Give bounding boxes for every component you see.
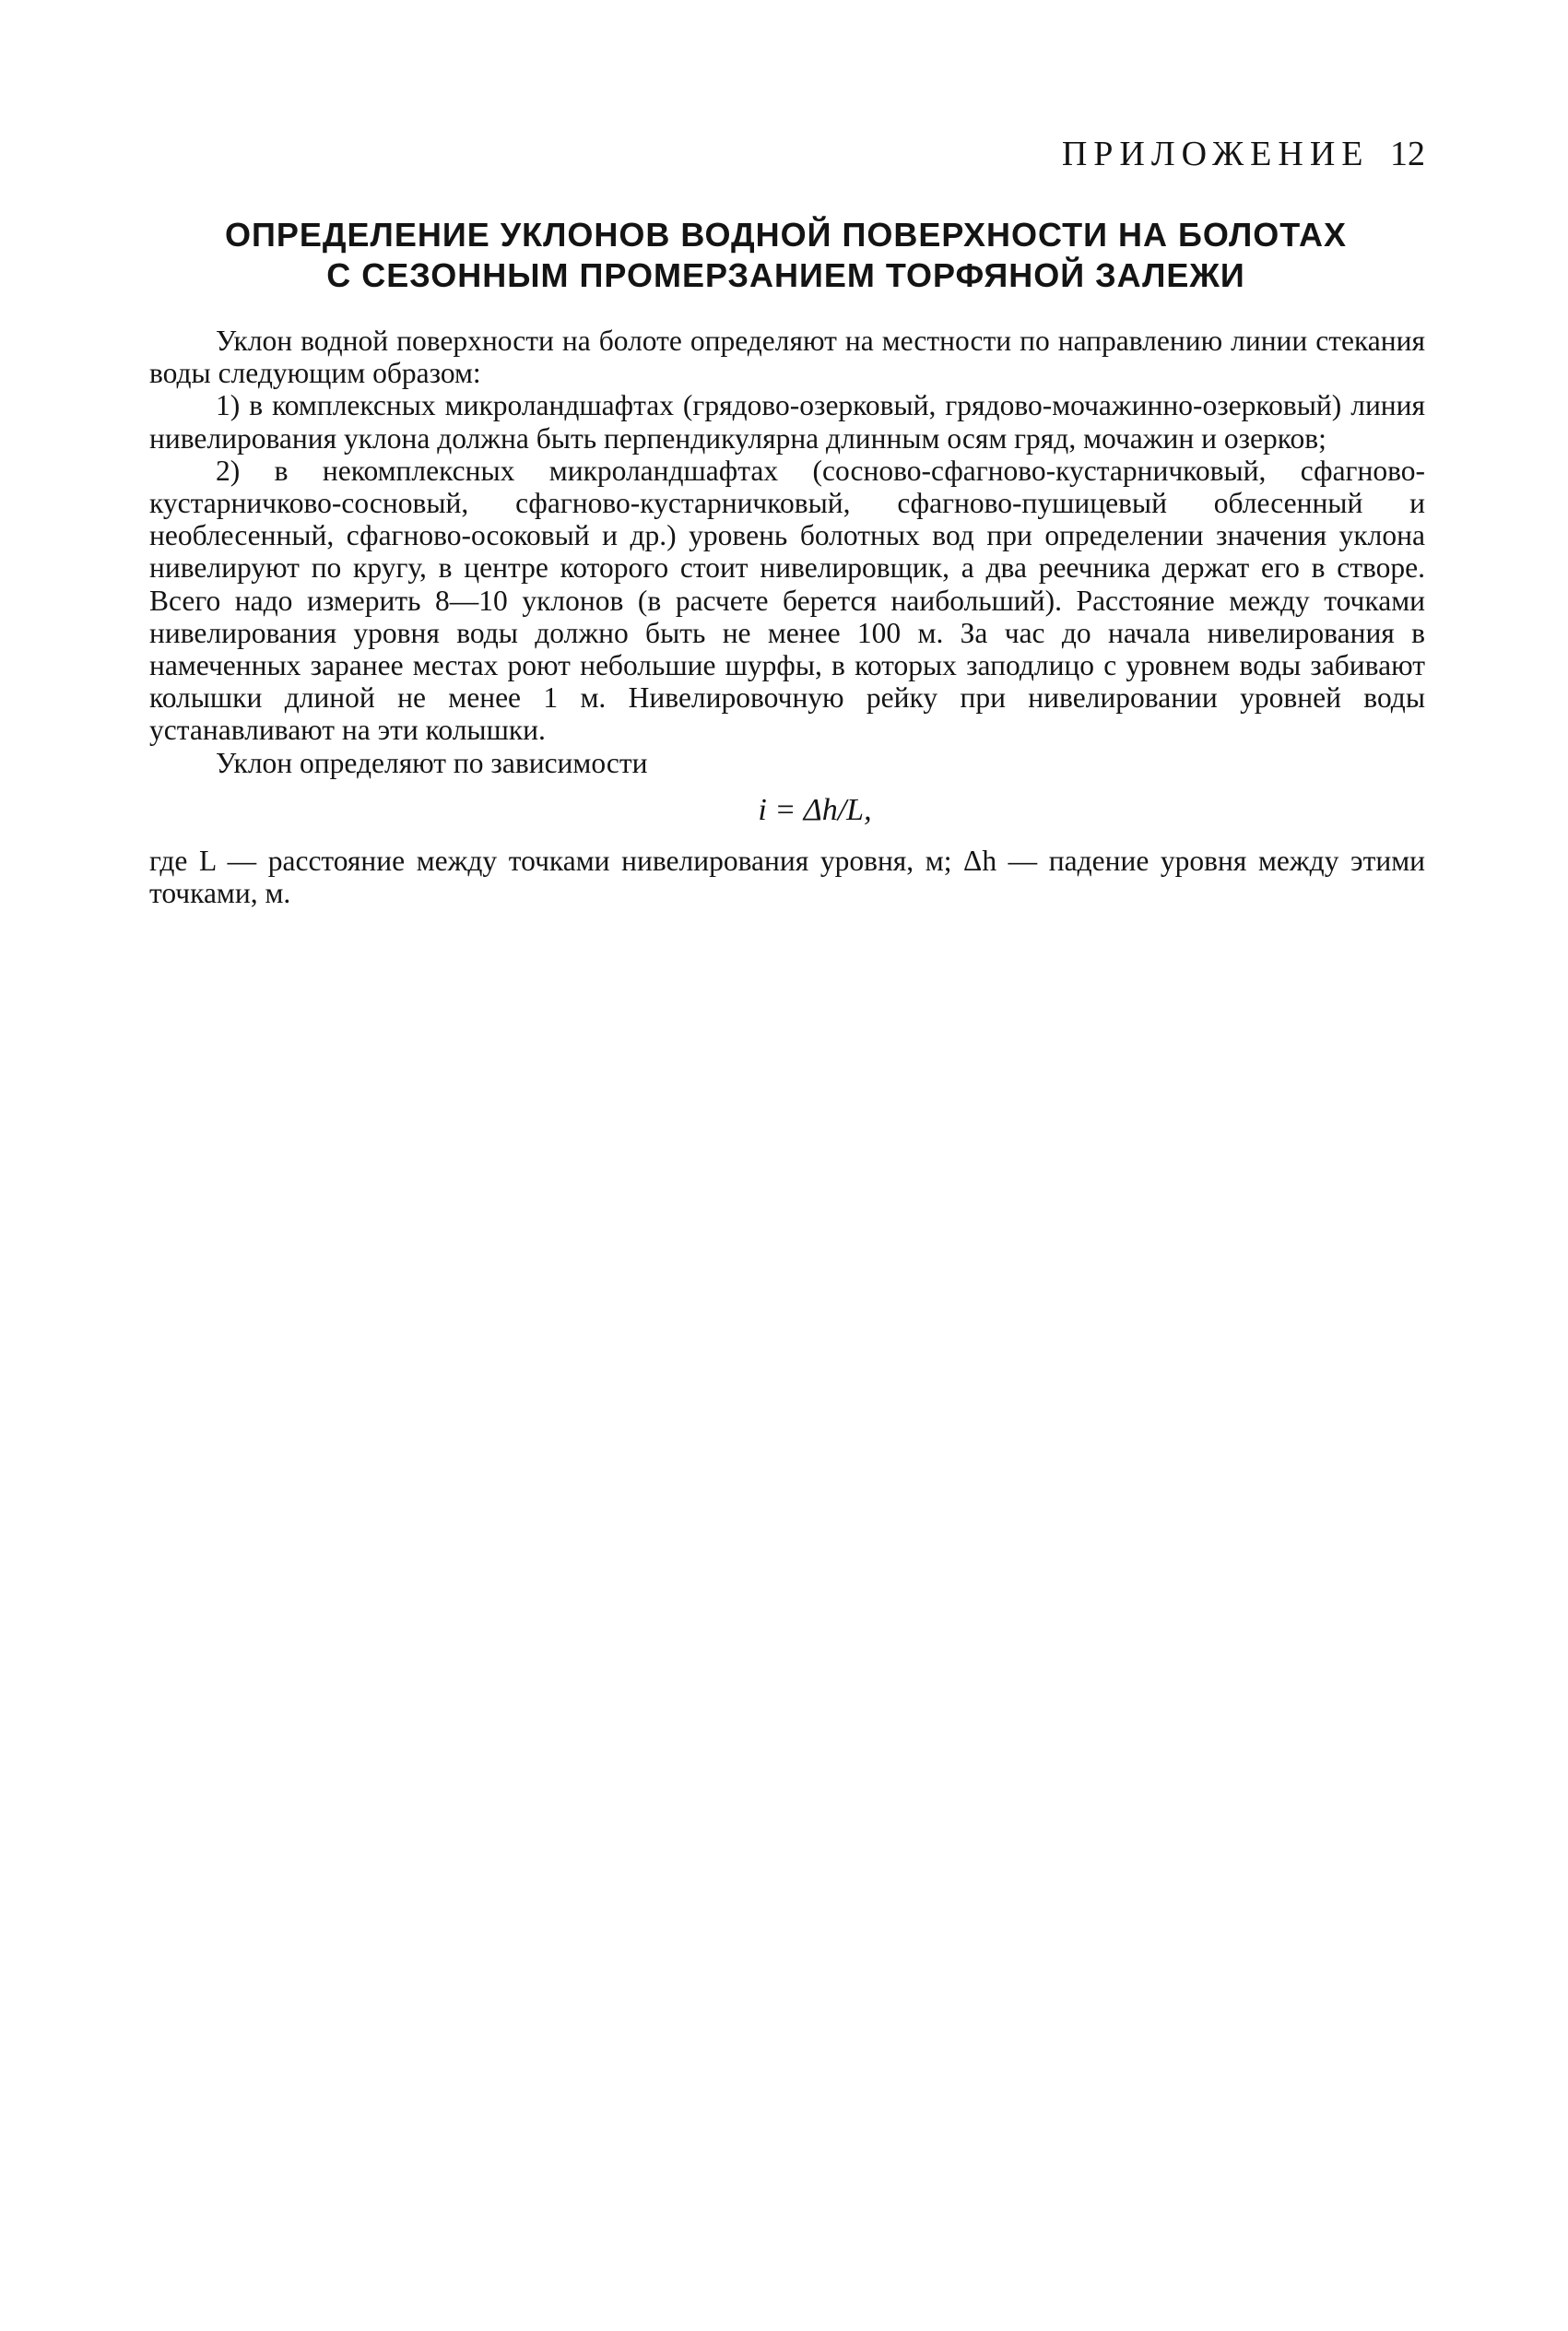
appendix-label: ПРИЛОЖЕНИЕ <box>1061 135 1370 173</box>
title-line-1: ОПРЕДЕЛЕНИЕ УКЛОНОВ ВОДНОЙ ПОВЕРХНОСТИ НА БОЛОТАХ <box>225 216 1347 254</box>
list-item-2: 2) в некомплексных микроландшафтах (сосново-сфагново-кустарничковый, сфагново-кустарничково-сосновый, сфагново-кустарничковый, сфагново-пушицевый облесенный и необлесенный, сфагново-осоковый и др.) уровень болотных вод при определении значения уклона нивелируют по кругу, в центре которого стоит нивелировщик, а два реечника держат его в створе. Всего надо измерить 8—10 уклонов (в расчете берется наибольший). Расстояние между точками нивелирования уровня воды должно быть не менее 100 м. За час до начала нивелирования в намеченных заранее местах роют небольшие шурфы, в которых заподлицо с уровнем воды забивают колышки длиной не менее 1 м. Нивелировочную рейку при нивелировании уровней воды устанавливают на эти колышки. <box>149 454 1425 747</box>
appendix-heading <box>1062 134 1425 174</box>
document-title <box>147 215 1424 296</box>
title-line-2: С СЕЗОННЫМ ПРОМЕРЗАНИЕМ ТОРФЯНОЙ ЗАЛЕЖИ <box>326 256 1245 294</box>
formula-intro: Уклон определяют по зависимости <box>216 746 648 779</box>
formula-explanation: где L — расстояние между точками нивелирования уровня, м; Δh — падение уровня между этими точками, м. <box>149 845 1425 910</box>
list-item-1: 1) в комплексных микроландшафтах (грядово-озерковый, грядово-мочажинно-озерковый) линия нивелирования уклона должна быть перпендикулярна длинным осям гряд, мочажин и озерков; <box>149 389 1425 455</box>
document-body <box>149 325 1425 909</box>
formula-text: i = Δh/L, <box>758 792 872 827</box>
slope-formula <box>149 794 1425 826</box>
intro-paragraph: Уклон водной поверхности на болоте определяют на местности по направлению линии стекания воды следующим образом: <box>149 325 1425 390</box>
appendix-number: 12 <box>1390 135 1425 173</box>
